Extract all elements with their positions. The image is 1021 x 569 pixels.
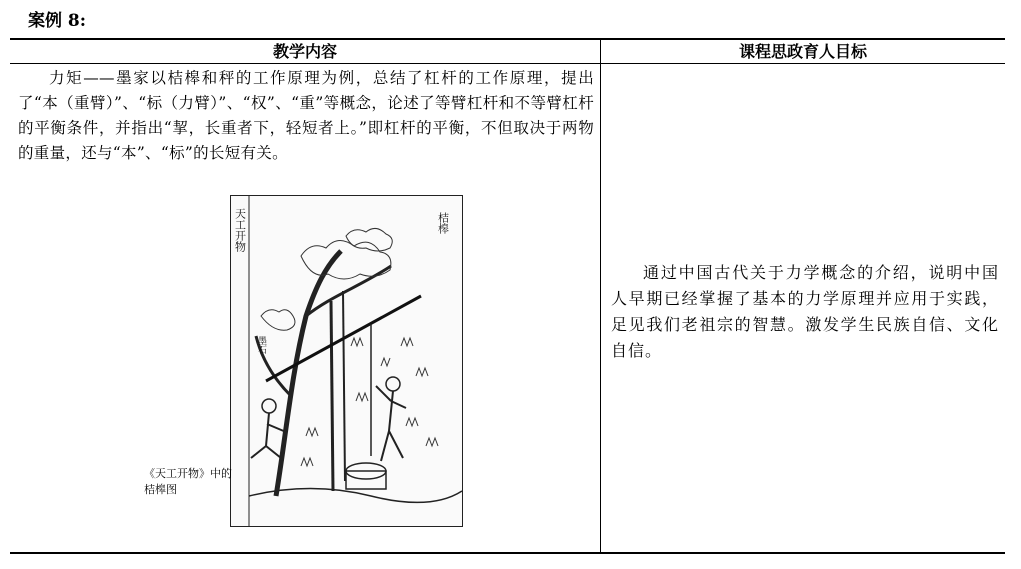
ideological-goal-text: 通过中国古代关于力学概念的介绍，说明中国人早期已经掌握了基本的力学原理并应用于实践，足见我们老祖宗的智慧。激发学生民族自信、文化自信。: [611, 263, 999, 360]
header-ideological-goal: 课程思政育人目标: [738, 42, 867, 61]
table-column-divider: [600, 38, 601, 554]
header-teaching-content: 教学内容: [272, 42, 337, 61]
figure-caption: 《天工开物》中的桔槔图: [144, 467, 232, 496]
table-header-rule: [10, 63, 1005, 64]
well-sweep-illustration: [230, 195, 463, 527]
teaching-content-text: 力矩——墨家以桔槔和秤的工作原理为例，总结了杠杆的工作原理，提出了“本（重臂）”、“标（力臂）”、“权”、“重”等概念，论述了等臂杠杆和不等臂杠杆的平衡条件，并指出“挈，长重者下，轻短者上。”即杠杆的平衡，不但取决于两物的重量，还与“本”、“标”的长短有关。: [18, 69, 594, 162]
figure-corner-label: 桔槔: [436, 212, 450, 234]
figure-stone-label: 墨石: [256, 336, 266, 354]
table-bottom-rule: [10, 552, 1005, 554]
case-title: 案例 8:: [28, 11, 87, 31]
figure-side-title: 天工开物: [233, 208, 247, 252]
